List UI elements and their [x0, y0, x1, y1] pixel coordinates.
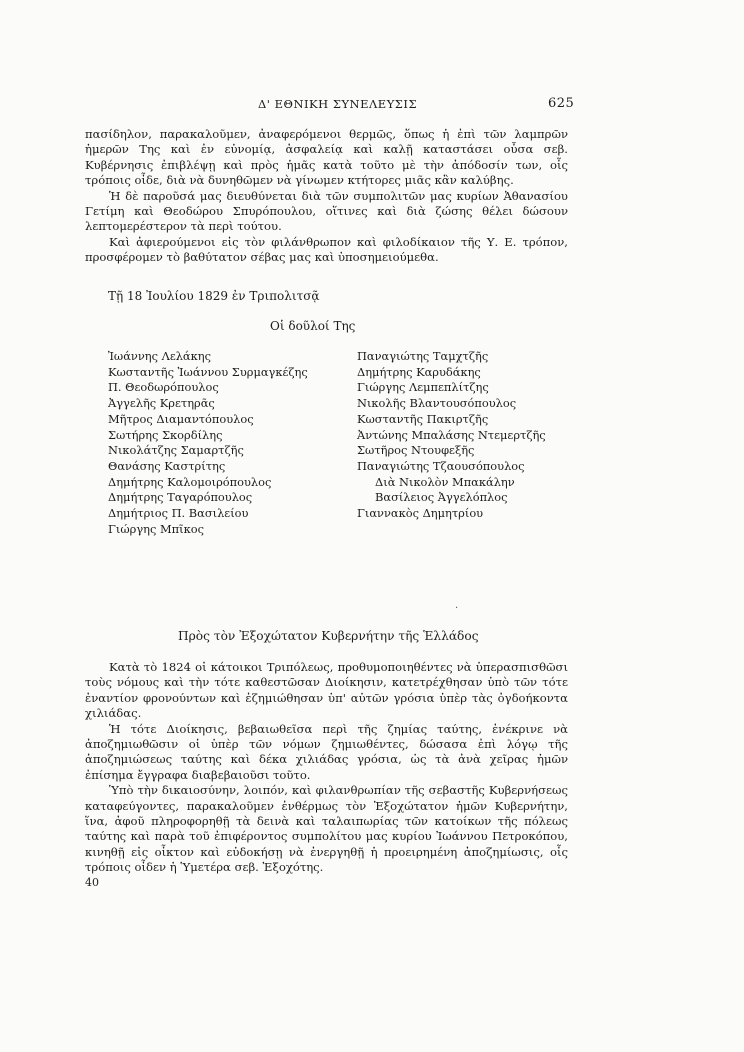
page-number: 625	[548, 96, 575, 111]
letter1-paragraph-3: Καὶ ἀφιερούμενοι εἰς τὸν φιλάνθρωπον καὶ φιλοδίκαιον τῆς Υ. Ε. τρόπον, προσφέρομεν τὸ βαθύτατον σέβας μας καὶ ὑποσημειούμεθα.	[85, 234, 568, 265]
signatory: Κωσταντῆς Πακιρτζῆς	[357, 411, 489, 426]
letter2-address: Πρὸς τὸν Ἐξοχώτατον Κυβερνήτην τῆς Ἑλλάδος	[178, 629, 479, 643]
header-title: Δ' ΕΘΝΙΚΗ ΣΥΝΕΛΕΥΣΙΣ	[258, 97, 418, 111]
signatory: Γιαννακὸς Δημητρίου	[357, 506, 484, 521]
signatory: Ἀγγελῆς Κρετηρᾶς	[108, 396, 215, 411]
signatory: Γιώργης Μπῖκος	[108, 521, 204, 536]
signatory: Νικολῆς Βλαντουσόπουλος	[357, 396, 517, 411]
signatory: Γιώργης Λεμπεπλίτζης	[357, 380, 489, 395]
signatory: Σωτήρης Σκορδίλης	[108, 427, 223, 442]
signatory: Ἰωάννης Λελάκης	[108, 349, 211, 363]
signatory: Δημήτρης Καρυδάκης	[357, 364, 481, 379]
servants-heading: Οἱ δοῦλοί Της	[270, 319, 356, 333]
signatory: Βασίλειος Ἀγγελόπλος	[375, 490, 508, 505]
stray-mark: ·	[455, 603, 459, 614]
letter2-paragraph-1: Κατὰ τὸ 1824 οἱ κάτοικοι Τριπόλεως, προθυμοποιηθέντες νὰ ὑπερασπισθῶσι τοὺς νόμους καὶ τὴν τότε καθεστῶσαν Διοίκησιν, κατετρέχθησαν ὑπὸ τῶν τότε ἐναντίον φρονούντων καὶ ἐζημιώθησαν ὑπ' αὐτῶν γρόσια ὑπὲρ τὰς ὀγδοήκοντα χιλιάδας.	[85, 660, 568, 721]
signatories-right	[357, 349, 546, 522]
signatory: Διὰ Νικολὸν Μπακάλην	[375, 474, 515, 489]
signatory: Παναγιώτης Ταμχτζῆς	[357, 349, 489, 363]
signatory: Δημήτριος Π. Βασιλείου	[108, 506, 249, 521]
signatory: Μῆτρος Διαμαντόπουλος	[108, 411, 254, 426]
letter2-paragraph-2: Ἡ τότε Διοίκησις, βεβαιωθεῖσα περὶ τῆς ζημίας ταύτης, ἐνέκρινε νὰ ἀποζημιωθῶσιν οἱ ὑπὲρ τῶν νόμων ζημιωθέντες, δώσασα ἐπὶ λόγῳ τῆς ἀποζημιώσεως ταύτης καὶ δέκα χιλιάδας γρόσια, ὡς τὰ ἀνὰ χεῖρας ἡμῶν ἐπίσημα ἔγγραφα διαβεβαιοῦσι τοῦτο.	[85, 721, 568, 782]
date-line: Τῇ 18 Ἰουλίου 1829 ἐν Τριπολιτσᾷ	[108, 289, 320, 303]
signatory: Δημήτρης Καλομοιρόπουλος	[108, 474, 272, 489]
signatory: Παναγιώτης Τζαουσόπουλος	[357, 458, 525, 473]
letter2-body	[85, 660, 568, 876]
letter2-paragraph-3: Ὑπὸ τὴν δικαιοσύνην, λοιπόν, καὶ φιλανθρωπίαν τῆς σεβαστῆς Κυβερνήσεως καταφεύγοντες, παρακαλοῦμεν ἐνθέρμως τὸν Ἐξοχώτατον ἡμῶν Κυβερνήτην, ἵνα, ἀφοῦ πληροφορηθῇ τὰ δεινὰ καὶ ταλαιπωρίας τῶν κατοίκων τῆς πόλεως ταύτης καὶ παρὰ τοῦ ἐπιφέροντος συμπολίτου μας κυρίου Ἰωάννου Πετροκόπου, κινηθῇ εἰς οἶκτον καὶ εὐδοκήσῃ νὰ ἐνεργηθῇ ἡ προειρημένη ἀποζημίωσις, οἷς τρόποις οἶδεν ἡ Ὑμετέρα σεβ. Ἐξοχότης.	[85, 783, 568, 875]
letter1-body	[85, 127, 568, 266]
signatory: Ἀντώνης Μπαλάσης Ντεμερτζῆς	[357, 427, 546, 442]
letter1-paragraph-1: πασίδηλον, παρακαλοῦμεν, ἀναφερόμενοι θερμῶς, ὅπως ἡ ἐπὶ τῶν λαμπρῶν ἡμερῶν Της καὶ ἐν εὐνομίᾳ, ἀσφαλείᾳ καὶ καλῇ καταστάσει οὖσα σεβ. Κυβέρνησις ἐπιβλέψῃ καὶ πρὸς ἡμᾶς κατὰ τοῦτο μὲ τὴν ἀπόδοσίν των, οἷς τρόποις οἶδε, διὰ νὰ δυνηθῶμεν νὰ γίνωμεν κτήτορες μιᾶς κἂν καλύβης.	[85, 127, 568, 188]
signatory: Π. Θεοδωρόπουλος	[108, 380, 219, 395]
signatories-left	[108, 349, 308, 537]
signatory: Κωσταντῆς Ἰωάννου Συρμαγκέζης	[108, 364, 308, 379]
folio-number: 40	[85, 876, 99, 889]
signatory: Θανάσης Καστρίτης	[108, 458, 226, 473]
letter1-paragraph-2: Ἡ δὲ παροῦσά μας διευθύνεται διὰ τῶν συμπολιτῶν μας κυρίων Ἀθανασίου Γετίμη καὶ Θεοδώρου Σπυρόπουλου, οἵτινες καὶ διὰ ζώσης θέλει δώσουν λεπτομερέστερον τὰ περὶ τούτου.	[85, 188, 568, 234]
signatory: Δημήτρης Ταγαρόπουλος	[108, 490, 253, 505]
signatory: Νικολάτζης Σαμαρτζῆς	[108, 443, 244, 458]
signatory: Σωτῆρος Ντουφεξῆς	[357, 443, 475, 458]
